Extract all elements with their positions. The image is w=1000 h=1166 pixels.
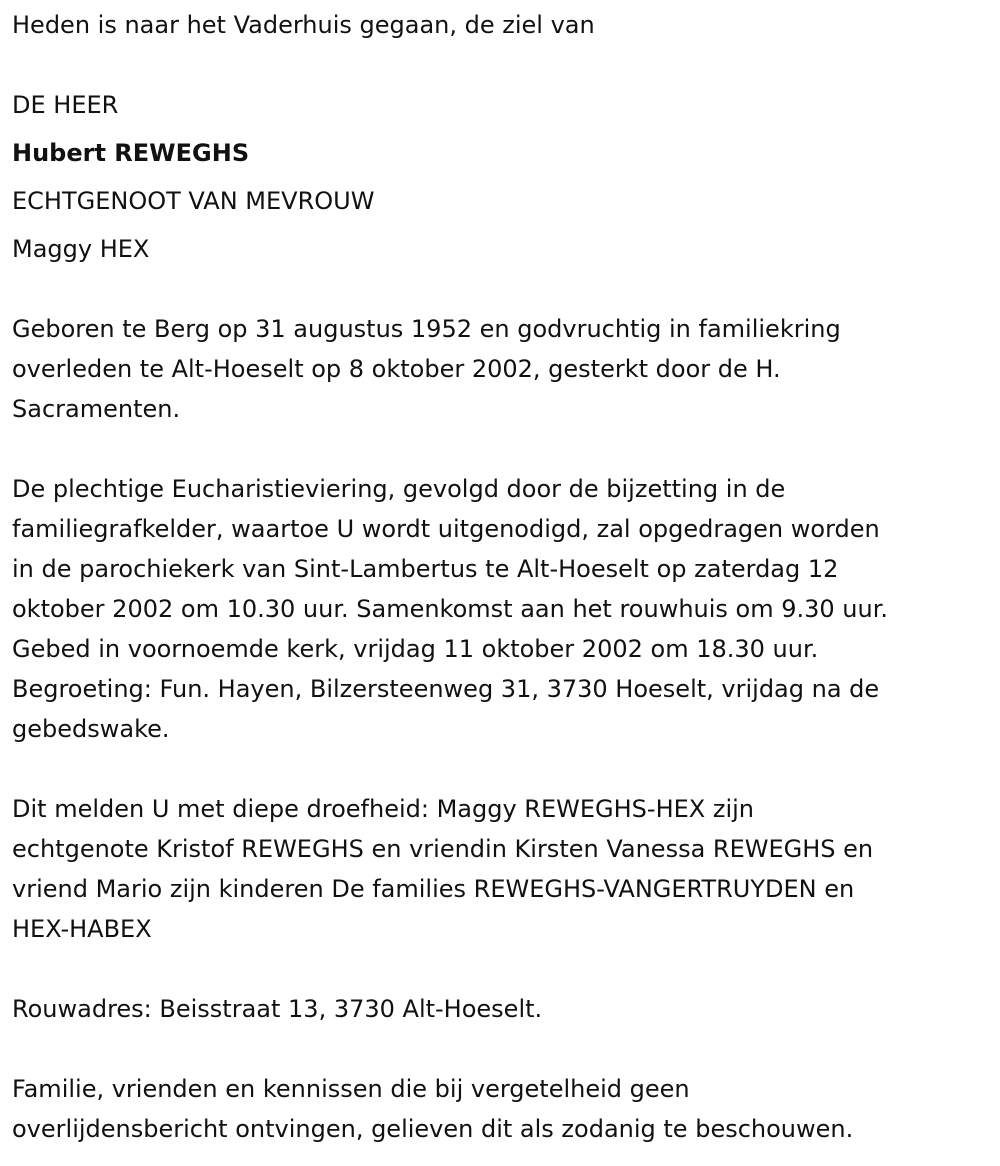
- closing-line: overlijdensbericht ontvingen, gelieven dit als zodanig te beschouwen.: [12, 1115, 854, 1143]
- family-line: vriend Mario zijn kinderen De families REWEGHS-VANGERTRUYDEN en: [12, 875, 855, 903]
- birth-death-line: Geboren te Berg op 31 augustus 1952 en godvruchtig in familiekring: [12, 315, 841, 343]
- spouse-label: ECHTGENOOT VAN MEVROUW: [12, 187, 375, 215]
- closing-paragraph: [12, 1069, 992, 1149]
- spouse-name: Maggy HEX: [12, 235, 150, 263]
- family-paragraph: [12, 789, 992, 949]
- family-line: Dit melden U met diepe droefheid: Maggy REWEGHS-HEX zijn: [12, 795, 754, 823]
- ceremony-paragraph: [12, 469, 992, 749]
- ceremony-line: Gebed in voornoemde kerk, vrijdag 11 oktober 2002 om 18.30 uur.: [12, 635, 819, 663]
- mourning-address: Rouwadres: Beisstraat 13, 3730 Alt-Hoeselt.: [12, 995, 543, 1023]
- ceremony-line: De plechtige Eucharistieviering, gevolgd door de bijzetting in de: [12, 475, 786, 503]
- birth-death-line: Sacramenten.: [12, 395, 181, 423]
- birth-death-line: overleden te Alt-Hoeselt op 8 oktober 2002, gesterkt door de H.: [12, 355, 781, 383]
- ceremony-line: in de parochiekerk van Sint-Lambertus te Alt-Hoeselt op zaterdag 12: [12, 555, 839, 583]
- ceremony-line: gebedswake.: [12, 715, 170, 743]
- ceremony-line: oktober 2002 om 10.30 uur. Samenkomst aan het rouwhuis om 9.30 uur.: [12, 595, 889, 623]
- family-line: HEX-HABEX: [12, 915, 152, 943]
- title-prefix: DE HEER: [12, 91, 119, 119]
- family-line: echtgenote Kristof REWEGHS en vriendin Kirsten Vanessa REWEGHS en: [12, 835, 874, 863]
- birth-death-paragraph: [12, 309, 992, 429]
- deceased-name: Hubert REWEGHS: [12, 139, 250, 167]
- ceremony-line: familiegrafkelder, waartoe U wordt uitgenodigd, zal opgedragen worden: [12, 515, 880, 543]
- intro-text: Heden is naar het Vaderhuis gegaan, de ziel van: [12, 11, 595, 39]
- closing-line: Familie, vrienden en kennissen die bij vergetelheid geen: [12, 1075, 690, 1103]
- ceremony-line: Begroeting: Fun. Hayen, Bilzersteenweg 31, 3730 Hoeselt, vrijdag na de: [12, 675, 880, 703]
